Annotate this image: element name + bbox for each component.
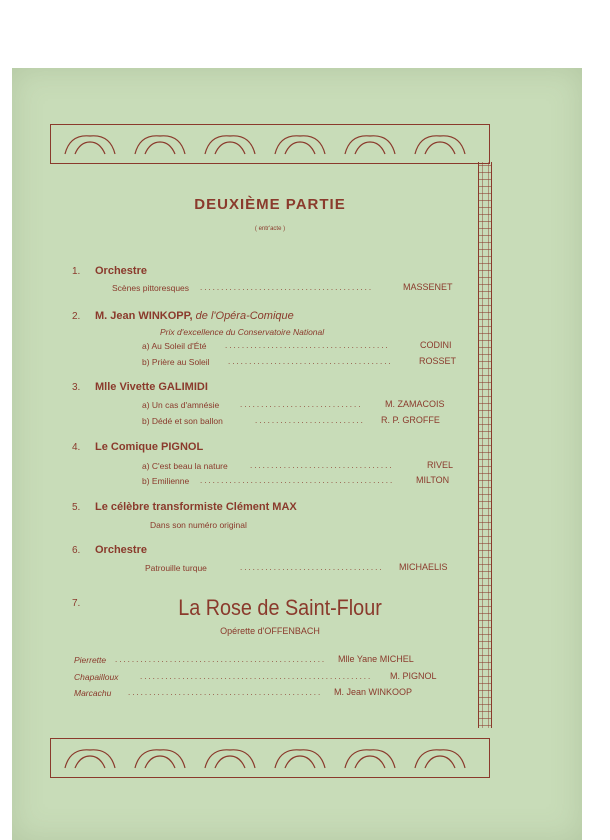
leader-dots: .................................................. (115, 655, 327, 664)
ornament-band-top (50, 124, 490, 164)
leader-dots: ....................................... (225, 341, 390, 350)
cast-actor: Mlle Yane MICHEL (338, 654, 414, 664)
leader-dots: ......................................... (200, 283, 374, 292)
composer: MASSENET (403, 282, 453, 292)
leader-dots: .............................................. (128, 688, 323, 697)
item-title: M. Jean WINKOPP, de l'Opéra-Comique (95, 310, 294, 322)
line-text: Prix d'excellence du Conservatoire National (160, 327, 325, 337)
cast-role: Pierrette (74, 655, 107, 665)
item-title: Le célèbre transformiste Clément MAX (95, 501, 297, 513)
item-number: 6. (72, 545, 81, 556)
line-text: a) Au Soleil d'Été (142, 341, 207, 351)
leader-dots: .................................. (240, 563, 384, 572)
line-text: Scènes pittoresques (112, 283, 190, 293)
composer: ROSSET (419, 356, 457, 366)
line-text: Patrouille turque (145, 563, 207, 573)
ornament-band-bottom (50, 738, 490, 778)
cast-role: Marcachu (74, 688, 112, 698)
item-number: 7. (72, 598, 81, 609)
line-text: b) Emilienne (142, 476, 190, 486)
program-sheet (12, 68, 582, 840)
leader-dots: ............................. (240, 400, 363, 409)
line-text: b) Dédé et son ballon (142, 416, 223, 426)
page-title: DEUXIÈME PARTIE (194, 196, 346, 213)
cast-actor: M. PIGNOL (390, 671, 437, 681)
item-title: Mlle Vivette GALIMIDI (95, 381, 208, 393)
line-text: a) C'est beau la nature (142, 461, 228, 471)
item-number: 1. (72, 266, 81, 277)
cast-actor: M. Jean WINKOOP (334, 687, 413, 697)
composer: CODINI (420, 340, 452, 350)
item-number: 2. (72, 311, 81, 322)
composer: R. P. GROFFE (381, 415, 440, 425)
composer: M. ZAMACOIS (385, 399, 445, 409)
operetta-title: La Rose de Saint-Flour (178, 595, 382, 620)
cast-role: Chapailloux (74, 672, 119, 682)
operetta-subtitle: Opérette d'OFFENBACH (220, 626, 320, 636)
subtitle-ornament: ( entr'acte ) (254, 226, 286, 232)
item-title: Orchestre (95, 544, 147, 556)
composer: MICHAELIS (399, 562, 448, 572)
line-text: b) Prière au Soleil (142, 357, 210, 367)
item-title: Le Comique PIGNOL (95, 441, 204, 453)
leader-dots: .............................................. (200, 476, 395, 485)
composer: RIVEL (427, 460, 454, 470)
item-title: Orchestre (95, 265, 147, 277)
leader-dots: .................................. (250, 461, 394, 470)
line-text: Dans son numéro original (150, 520, 247, 530)
leader-dots: .......................... (255, 416, 365, 425)
item-number: 5. (72, 502, 81, 513)
line-text: a) Un cas d'amnésie (142, 400, 220, 410)
composer: MILTON (416, 475, 450, 485)
ornament-side-border (478, 162, 492, 728)
leader-dots: ....................................................... (140, 672, 373, 681)
item-number: 4. (72, 442, 81, 453)
leader-dots: ....................................... (228, 357, 393, 366)
item-number: 3. (72, 382, 81, 393)
